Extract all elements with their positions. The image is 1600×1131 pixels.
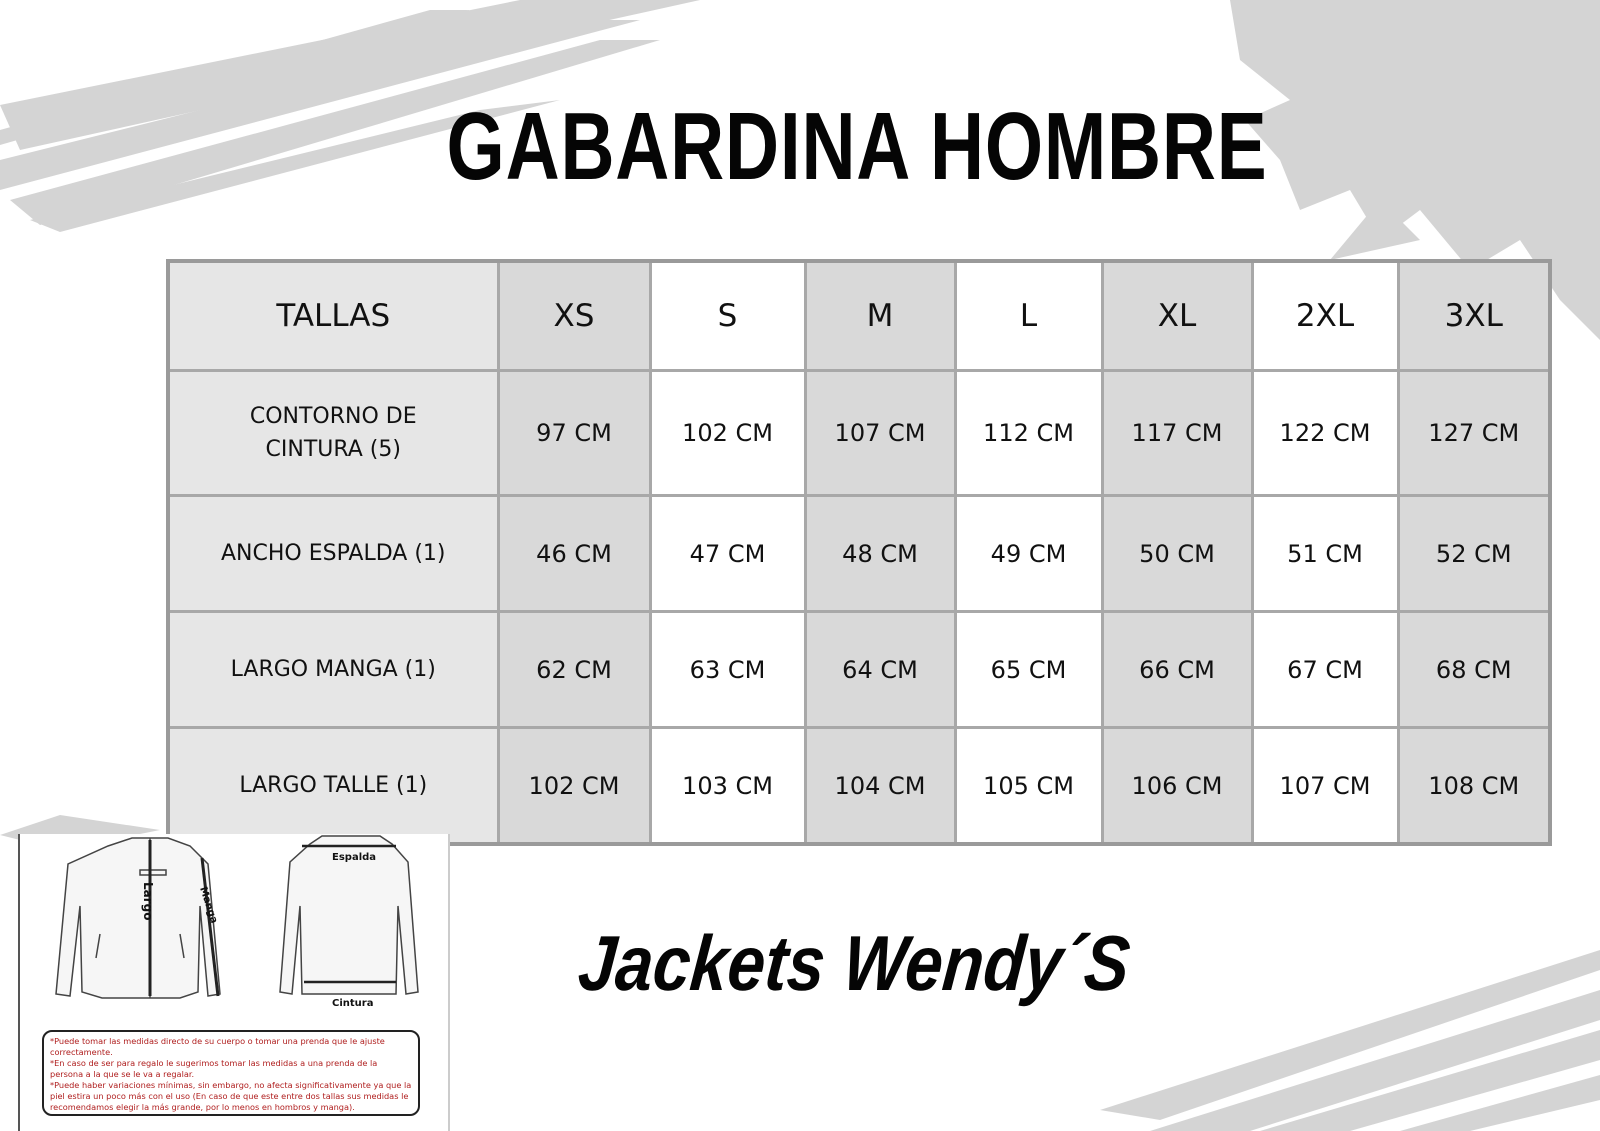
table-cell: 46 CM xyxy=(498,496,650,612)
table-cell: 68 CM xyxy=(1398,612,1550,728)
table-cell: 108 CM xyxy=(1398,728,1550,845)
header-cell-m: M xyxy=(805,261,955,371)
header-cell-tallas: TALLAS xyxy=(168,261,498,371)
table-cell: 63 CM xyxy=(650,612,805,728)
table-cell: 62 CM xyxy=(498,612,650,728)
table-row xyxy=(168,496,1550,612)
table-cell: 65 CM xyxy=(955,612,1102,728)
table-cell: 122 CM xyxy=(1252,371,1398,496)
page-title: GABARDINA HOMBRE xyxy=(446,93,1268,200)
table-cell: 51 CM xyxy=(1252,496,1398,612)
table-cell: 112 CM xyxy=(955,371,1102,496)
note-2: *En caso de ser para regalo le sugerimos tomar las medidas a una prenda de la persona a la que se le va a regalar. xyxy=(50,1058,378,1079)
header-cell-s: S xyxy=(650,261,805,371)
table-cell: 117 CM xyxy=(1102,371,1252,496)
table-row xyxy=(168,612,1550,728)
brand-name: Jackets Wendy´S xyxy=(574,919,1134,1007)
table-cell: 48 CM xyxy=(805,496,955,612)
table-cell: 49 CM xyxy=(955,496,1102,612)
row-label: LARGO TALLE (1) xyxy=(168,728,498,845)
size-chart-table xyxy=(166,259,1552,846)
row-label: LARGO MANGA (1) xyxy=(168,612,498,728)
header-cell-xs: XS xyxy=(498,261,650,371)
table-cell: 50 CM xyxy=(1102,496,1252,612)
header-cell-l: L xyxy=(955,261,1102,371)
table-cell: 103 CM xyxy=(650,728,805,845)
label-manga: Manga xyxy=(197,885,220,925)
table-cell: 127 CM xyxy=(1398,371,1550,496)
table-cell: 66 CM xyxy=(1102,612,1252,728)
table-cell: 105 CM xyxy=(955,728,1102,845)
row-label: CONTORNO DE CINTURA (5) xyxy=(168,371,498,496)
table-cell: 102 CM xyxy=(498,728,650,845)
jacket-diagram-icon xyxy=(20,834,448,1034)
table-header-row xyxy=(168,261,1550,371)
jacket-front-icon xyxy=(56,838,220,998)
row-label: ANCHO ESPALDA (1) xyxy=(168,496,498,612)
label-largo: Largo xyxy=(141,882,155,921)
table-cell: 52 CM xyxy=(1398,496,1550,612)
table-row xyxy=(168,371,1550,496)
header-cell-2xl: 2XL xyxy=(1252,261,1398,371)
label-espalda: Espalda xyxy=(332,852,377,863)
table-cell: 102 CM xyxy=(650,371,805,496)
table-cell: 106 CM xyxy=(1102,728,1252,845)
header-cell-3xl: 3XL xyxy=(1398,261,1550,371)
table-cell: 67 CM xyxy=(1252,612,1398,728)
table-cell: 104 CM xyxy=(805,728,955,845)
table-cell: 47 CM xyxy=(650,496,805,612)
measurement-notes xyxy=(42,1030,420,1116)
label-cintura: Cintura xyxy=(332,998,374,1009)
measurement-guide xyxy=(18,834,450,1131)
table-cell: 97 CM xyxy=(498,371,650,496)
note-3: *Puede haber variaciones mínimas, sin embargo, no afecta significativamente ya que la piel estira un poco más con el uso (En caso de que este entre dos tallas sus medidas le recomendamos elegir la más grande, por lo menos en hombros y manga). xyxy=(50,1080,412,1112)
table-cell: 107 CM xyxy=(1252,728,1398,845)
table-row xyxy=(168,728,1550,845)
table-cell: 107 CM xyxy=(805,371,955,496)
header-cell-xl: XL xyxy=(1102,261,1252,371)
table-cell: 64 CM xyxy=(805,612,955,728)
note-1: *Puede tomar las medidas directo de su cuerpo o tomar una prenda que le ajuste correctamente. xyxy=(50,1036,385,1057)
